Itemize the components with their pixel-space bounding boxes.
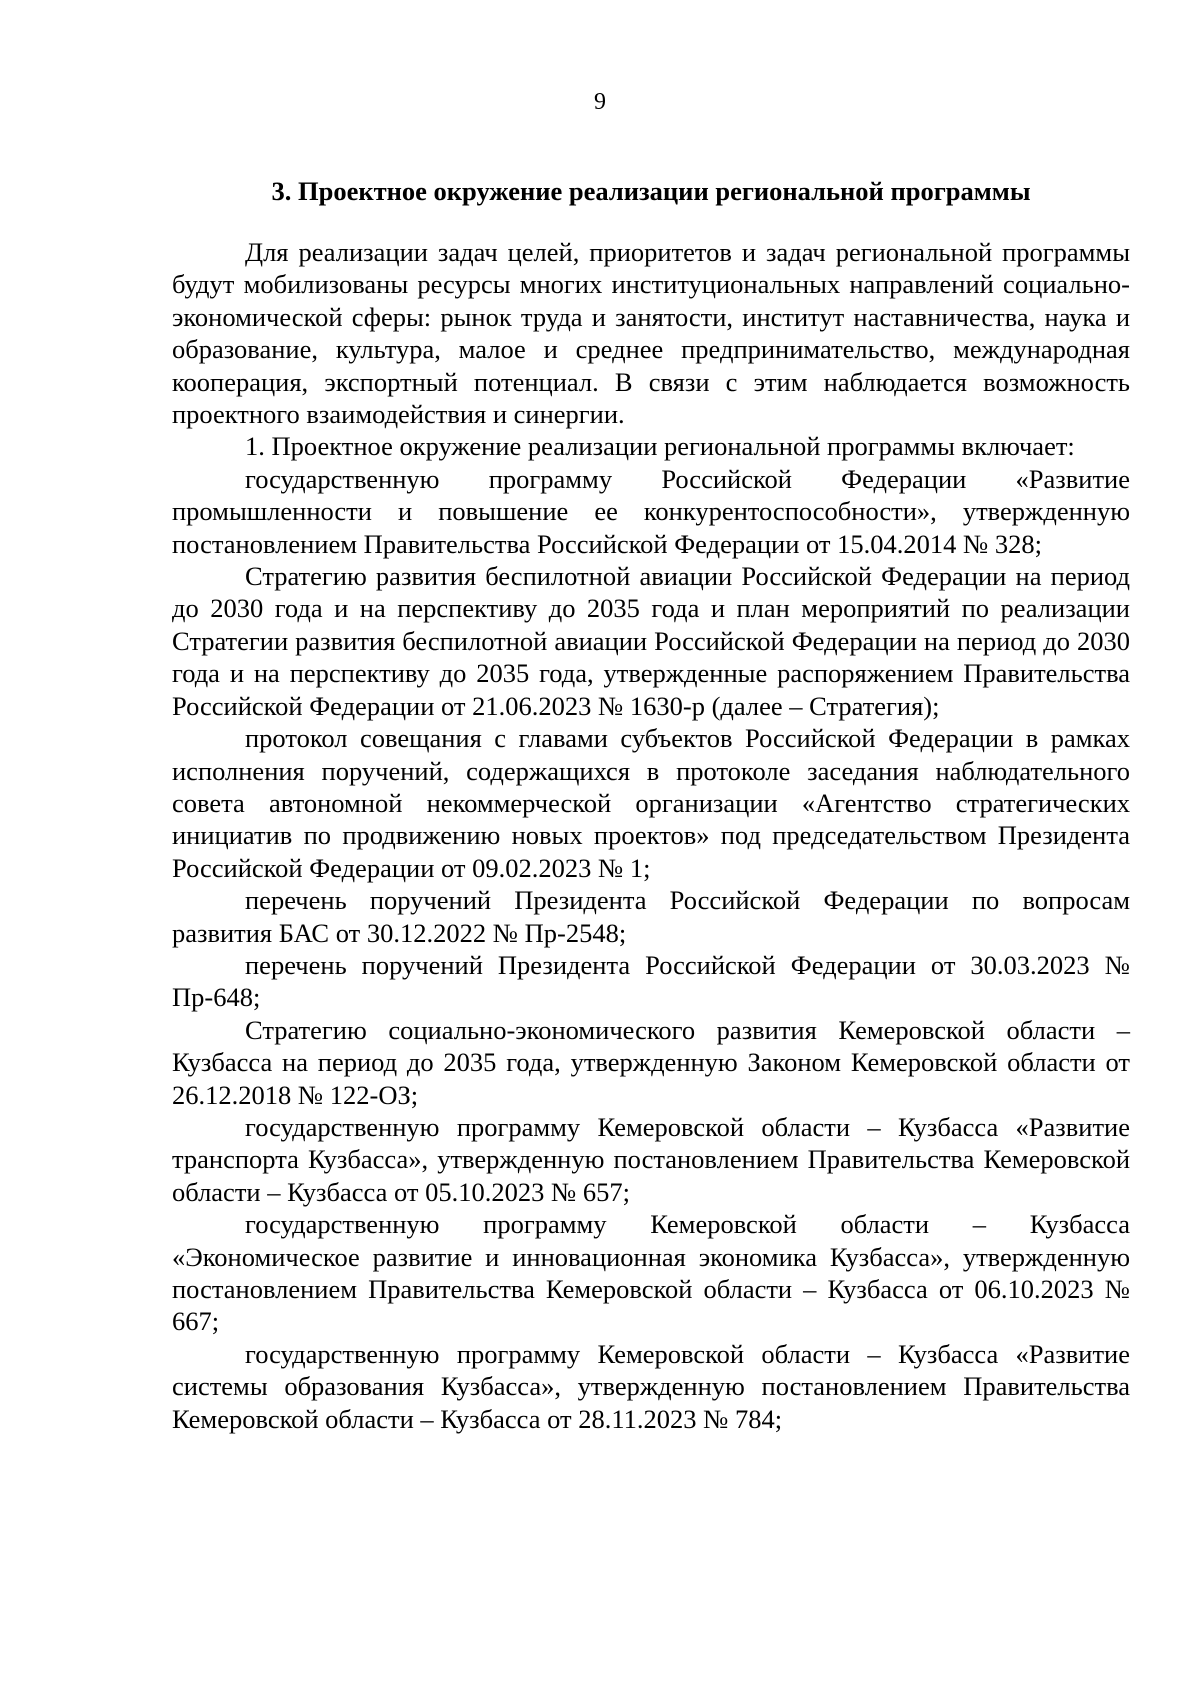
paragraph-item: государственную программу Кемеровской области – Кузбасса «Развитие системы образования Кузбасса», утвержденную постановлением Правительства Кемеровской области – Кузбасса от 28.11.2023 № 784; bbox=[172, 1338, 1130, 1434]
page-number: 9 bbox=[594, 89, 606, 115]
paragraph-item: Стратегию развития беспилотной авиации Российской Федерации на период до 2030 года и на перспективу до 2035 года и план мероприятий по реализации Стратегии развития беспилотной авиации Российской Федерации на период до 2030 года и на перспективу до 2035 года, утвержденные распоряжением Правительства Российской Федерации от 21.06.2023 № 1630-р (далее – Стратегия); bbox=[172, 561, 1130, 721]
paragraph-item: перечень поручений Президента Российской Федерации от 30.03.2023 № Пр-648; bbox=[172, 949, 1130, 1013]
paragraph-item: государственную программу Кемеровской области – Кузбасса «Развитие транспорта Кузбасса», утвержденную постановлением Правительства Кемеровской области – Кузбасса от 05.10.2023 № 657; bbox=[172, 1111, 1130, 1207]
paragraph-intro: Для реализации задач целей, приоритетов и задач региональной программы будут мобилизованы ресурсы многих институциональных направлений социально-экономической сферы: рынок труда и занятости, институт наставничества, наука и образование, культура, малое и среднее предпринимательство, международная кооперация, экспортный потенциал. В связи с этим наблюдается возможность проектного взаимодействия и синергии. bbox=[172, 237, 1130, 430]
paragraph-list-intro: 1. Проектное окружение реализации региональной программы включает: bbox=[245, 431, 1075, 462]
paragraph-item: протокол совещания с главами субъектов Российской Федерации в рамках исполнения поручений, содержащихся в протоколе заседания наблюдательного совета автономной некоммерческой организации «Агентство стратегических инициатив по продвижению новых проектов» под председательством Президента Российской Федерации от 09.02.2023 № 1; bbox=[172, 723, 1130, 883]
section-heading: 3. Проектное окружение реализации региональной программы bbox=[271, 176, 1031, 206]
document-body bbox=[172, 236, 1130, 1435]
paragraph-item: Стратегию социально-экономического развития Кемеровской области – Кузбасса на период до 2035 года, утвержденную Законом Кемеровской области от 26.12.2018 № 122-ОЗ; bbox=[172, 1014, 1130, 1110]
paragraph-item: государственную программу Российской Федерации «Развитие промышленности и повышение ее конкурентоспособности», утвержденную постановлением Правительства Российской Федерации от 15.04.2014 № 328; bbox=[172, 463, 1130, 559]
paragraph-item: государственную программу Кемеровской области – Кузбасса «Экономическое развитие и инновационная экономика Кузбасса», утвержденную постановлением Правительства Кемеровской области – Кузбасса от 06.10.2023 № 667; bbox=[172, 1209, 1130, 1337]
paragraph-item: перечень поручений Президента Российской Федерации по вопросам развития БАС от 30.12.2022 № Пр-2548; bbox=[172, 885, 1130, 948]
